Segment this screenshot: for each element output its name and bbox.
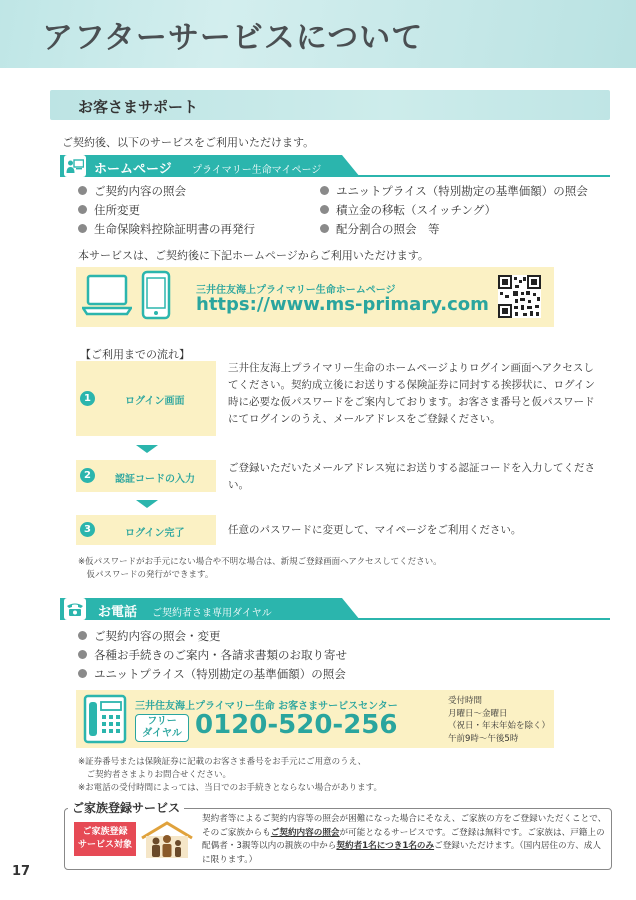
phone-note: ご契約者さまよりお問合せください。 [78, 770, 232, 780]
step-description: ご登録いただいたメールアドレス宛にお送りする認証コードを入力してください。 [228, 462, 595, 491]
bullet-icon [78, 650, 87, 659]
flow-note: 仮パスワードの発行ができます。 [78, 570, 214, 580]
qr-code-icon[interactable] [498, 275, 541, 318]
bullet-icon [78, 205, 87, 214]
bullet-icon [78, 186, 87, 195]
phone-tag-title: お電話 [98, 605, 138, 620]
list-item: 生命保険料控除証明書の再発行 [78, 219, 255, 238]
arrow-down-icon [136, 500, 158, 508]
family-service-title: ご家族登録サービス [68, 799, 184, 816]
list-item: 住所変更 [78, 200, 255, 219]
homepage-note: 本サービスは、ご契約後に下記ホームページからご利用いただけます。 [78, 249, 429, 262]
bullet-icon [78, 631, 87, 640]
family-service-badge: ご家族登録 サービス対象 [74, 822, 136, 856]
family-service-description: 契約者等によるご契約内容等の照会が困難になった場合にそなえ、ご家族の方をご登録いただくことで、そのご家族からもご契約内容の照会が可能となるサービスです。ご登録は無料です。ご家族は、戸籍上の配偶者・3親等以内の親族の中から契約者1名につき1名のみご登録いただけます。（国内居住の方、成人に限ります。） [202, 814, 607, 865]
arrow-down-icon [136, 445, 158, 453]
list-item: 各種お手続きのご案内・各請求書類のお取り寄せ [78, 645, 347, 664]
free-dial-badge: フリー ダイヤル [135, 714, 189, 742]
homepage-org-name: 三井住友海上プライマリー生命ホームページ [196, 285, 396, 296]
phone-note: ※証券番号または保険証券に記載のお客さま番号をお手元にご用意のうえ、 [78, 757, 367, 767]
phone-tag-subtitle: ご契約者さま専用ダイヤル [152, 608, 272, 619]
homepage-service-list-right [320, 181, 588, 238]
list-item: ご契約内容の照会 [78, 181, 255, 200]
bullet-icon [320, 205, 329, 214]
smartphone-icon [140, 270, 172, 324]
step-label: 認証コードの入力 [115, 474, 195, 485]
homepage-tag-subtitle: プライマリー生命マイページ [192, 165, 322, 176]
page-title: アフターサービスについて [42, 20, 424, 56]
homepage-tag-title: ホームページ [94, 162, 172, 177]
phone-tag-underline [60, 618, 610, 620]
computer-user-icon [64, 155, 86, 177]
bullet-icon [320, 224, 329, 233]
list-item: 積立金の移転（スイッチング） [320, 200, 588, 219]
step-number: 3 [80, 522, 95, 537]
flow-note: ※仮パスワードがお手元にない場合や不明な場合は、新規ご登録画面へアクセスしてください。 [78, 557, 442, 567]
telephone-icon [64, 598, 86, 620]
bullet-icon [320, 186, 329, 195]
step-label: ログイン画面 [125, 396, 185, 407]
bullet-icon [78, 224, 87, 233]
list-item: ユニットプライス（特別勘定の基準価額）の照会 [320, 181, 588, 200]
step-number: 1 [80, 391, 95, 406]
section-title: お客さまサポート [78, 98, 199, 116]
bullet-icon [78, 669, 87, 678]
homepage-url[interactable]: https://www.ms-primary.com [196, 294, 489, 315]
phone-note: ※お電話の受付時間によっては、当日でのお手続きとならない場合があります。 [78, 783, 382, 793]
phone-service-list [78, 626, 347, 683]
step-label: ログイン完了 [125, 528, 185, 539]
step-number: 2 [80, 468, 95, 483]
page-number: 17 [12, 864, 31, 879]
step-description: 三井住友海上プライマリー生命のホームページよりログイン画面へアクセスしてください。契約成立後にお送りする保険証券に同封する挨拶状に、ログイン時に必要な仮パスワードをご案内しております。お客さま番号と仮パスワードにてログインのうえ、メールアドレスをご登録ください。 [228, 362, 595, 425]
reception-hours: 受付時間 月曜日～金曜日 （祝日・年末年始を除く） 午前9時～午後5時 [448, 696, 551, 744]
list-item: ユニットプライス（特別勘定の基準価額）の照会 [78, 664, 347, 683]
homepage-service-list-left [78, 181, 255, 238]
office-phone-icon [83, 694, 127, 748]
laptop-icon [82, 272, 132, 322]
list-item: ご契約内容の照会・変更 [78, 626, 347, 645]
phone-number[interactable]: 0120-520-256 [195, 710, 398, 740]
step-description: 任意のパスワードに変更して、マイページをご利用ください。 [228, 524, 522, 536]
list-item: 配分割合の照会 等 [320, 219, 588, 238]
family-house-icon [138, 820, 196, 864]
flow-title: 【ご利用までの流れ】 [80, 348, 190, 361]
service-center-name: 三井住友海上プライマリー生命 お客さまサービスセンター [135, 701, 398, 712]
intro-text: ご契約後、以下のサービスをご利用いただけます。 [62, 136, 315, 149]
